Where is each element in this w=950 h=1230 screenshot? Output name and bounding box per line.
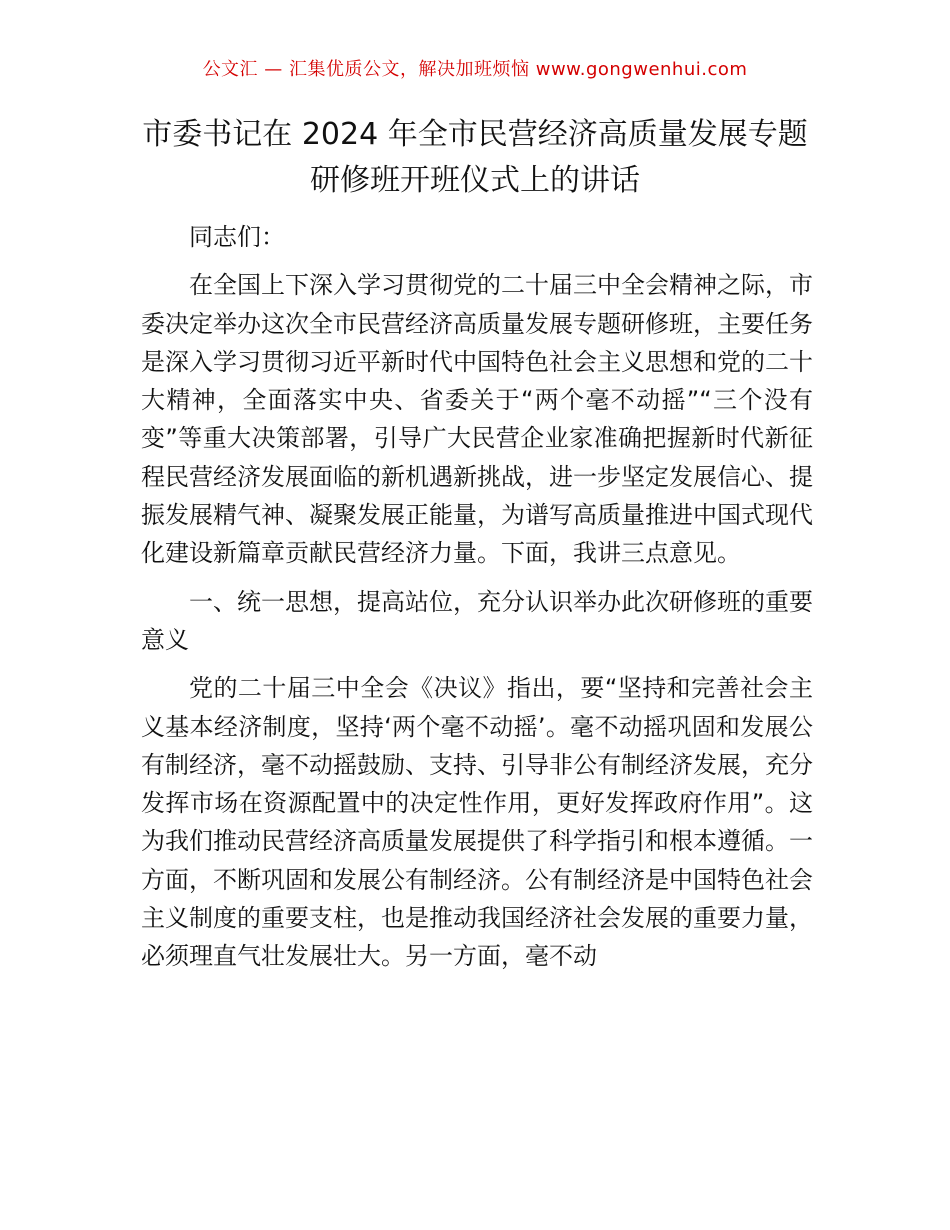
paragraph-intro: 在全国上下深入学习贯彻党的二十届三中全会精神之际，市委决定举办这次全市民营经济高质量发展专题研修班，主要任务是深入学习贯彻习近平新时代中国特色社会主义思想和党的二十大精神，全面落实中央、省委关于“两个毫不动摇”“三个没有变”等重大决策部署，引导广大民营企业家准确把握新时代新征程民营经济发展面临的新机遇新挑战，进一步坚定发展信心、提振发展精气神、凝聚发展正能量，为谱写高质量推进中国式现代化建设新篇章贡献民营经济力量。下面，我讲三点意见。 [141, 271, 813, 568]
salutation: 同志们： [189, 223, 285, 251]
document-body [141, 218, 813, 976]
paragraph-section-1: 党的二十届三中全会《决议》指出，要“坚持和完善社会主义基本经济制度，坚持‘两个毫不动摇’。毫不动摇巩固和发展公有制经济，毫不动摇鼓励、支持、引导非公有制经济发展，充分发挥市场在资源配置中的决定性作用，更好发挥政府作用”。这为我们推动民营经济高质量发展提供了科学指引和根本遵循。一方面，不断巩固和发展公有制经济。公有制经济是中国特色社会主义制度的重要支柱，也是推动我国经济社会发展的重要力量，必须理直气壮发展壮大。另一方面，毫不动 [141, 674, 813, 971]
document-title: 市委书记在 2024 年全市民营经济高质量发展专题研修班开班仪式上的讲话 [142, 117, 808, 198]
site-watermark: 公文汇 — 汇集优质公文，解决加班烦恼 www.gongwenhui.com [202, 59, 748, 80]
section-heading-1: 一、统一思想，提高站位，充分认识举办此次研修班的重要意义 [141, 587, 813, 654]
